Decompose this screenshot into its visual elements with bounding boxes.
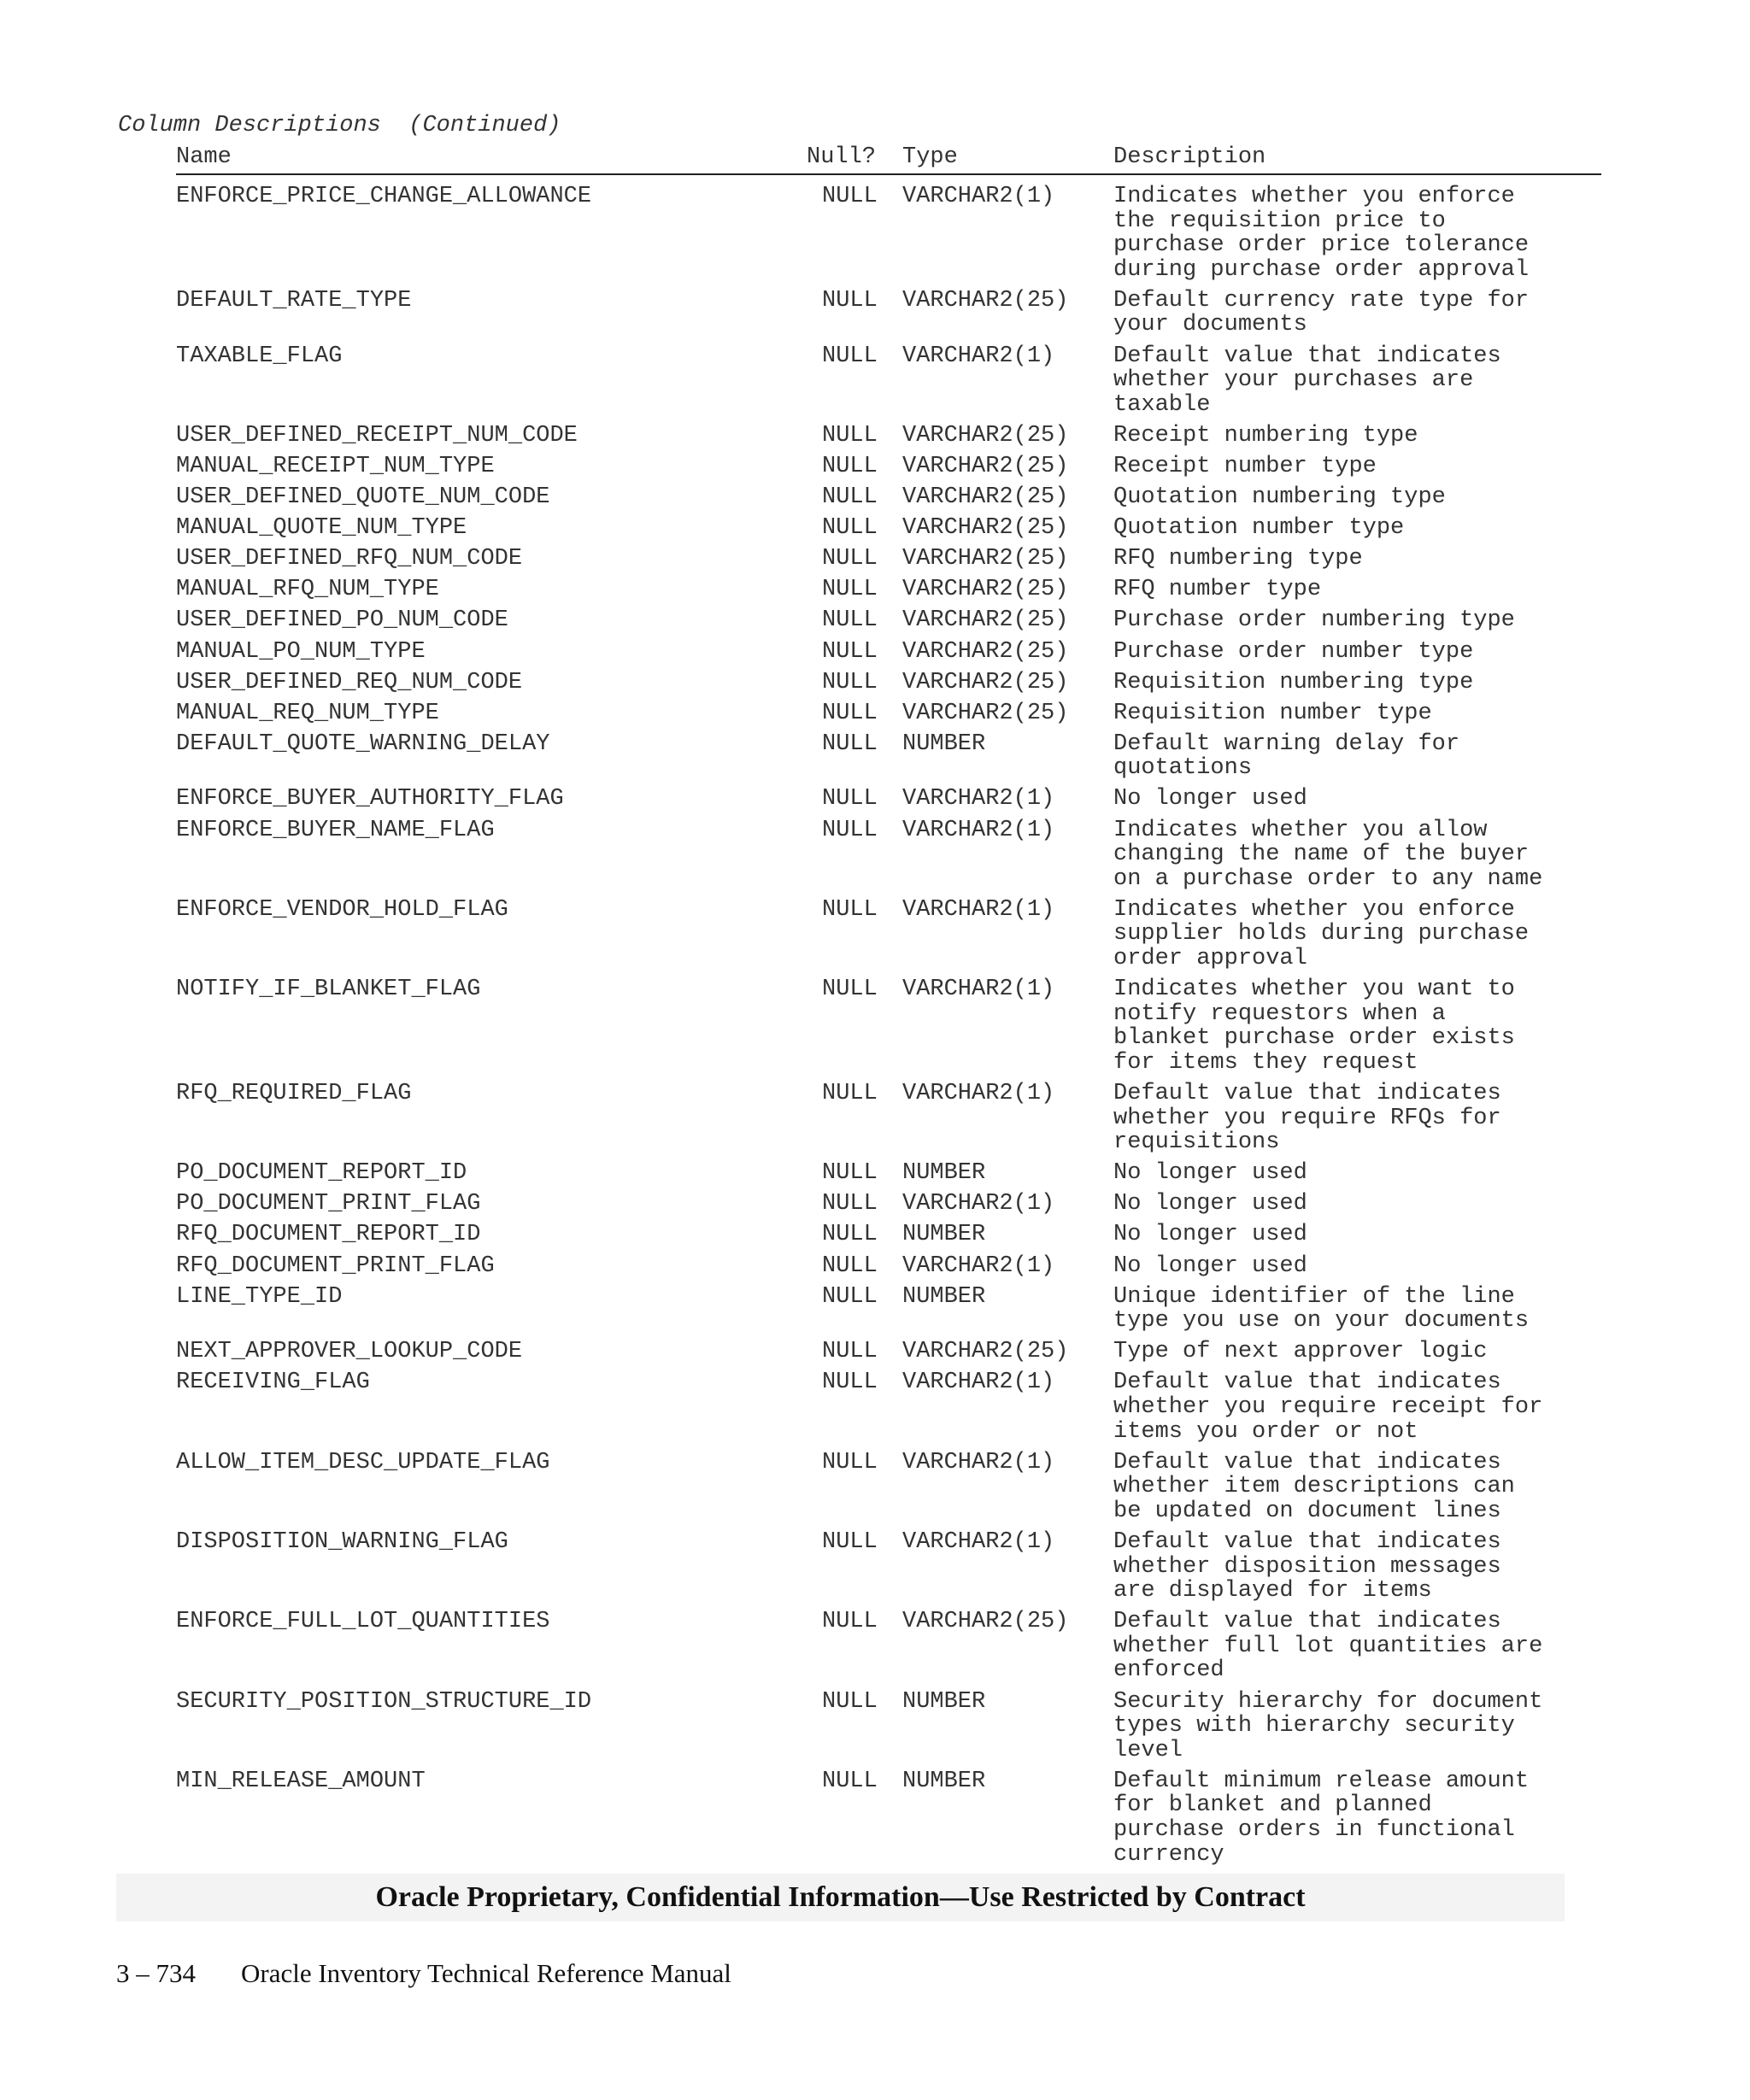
type-cell: VARCHAR2(1) <box>902 1252 1055 1279</box>
description-line: order approval <box>1113 946 1307 972</box>
type-cell: VARCHAR2(25) <box>902 422 1069 449</box>
description-cell <box>1113 485 1601 510</box>
column-header-null: Null? <box>807 144 877 170</box>
table-row <box>176 787 1601 812</box>
description-cell <box>1113 608 1601 633</box>
table-row <box>176 977 1601 1075</box>
column-name-cell: ENFORCE_VENDOR_HOLD_FLAG <box>176 896 508 923</box>
description-cell <box>1113 898 1601 971</box>
description-cell <box>1113 578 1601 602</box>
column-name-cell: RECEIVING_FLAG <box>176 1370 370 1396</box>
description-line: Quotation number type <box>1113 515 1405 542</box>
table-row <box>176 1254 1601 1279</box>
description-line: enforced <box>1113 1657 1224 1684</box>
description-line: supplier holds during purchase <box>1113 921 1530 947</box>
null-cell: NULL <box>822 1191 878 1217</box>
description-cell <box>1113 185 1601 282</box>
null-cell: NULL <box>822 453 878 479</box>
description-line: type you use on your documents <box>1113 1308 1530 1334</box>
type-cell: VARCHAR2(1) <box>902 1529 1055 1555</box>
null-cell: NULL <box>822 1160 878 1187</box>
description-line: Default value that indicates <box>1113 1370 1501 1396</box>
description-line: Indicates whether you want to <box>1113 977 1515 1003</box>
description-line: during purchase order approval <box>1113 256 1530 283</box>
column-name-cell: MANUAL_RECEIPT_NUM_TYPE <box>176 453 495 479</box>
column-header-name: Name <box>176 144 232 170</box>
table-row <box>176 1161 1601 1186</box>
column-name-cell: MANUAL_QUOTE_NUM_TYPE <box>176 515 467 542</box>
table-row <box>176 1530 1601 1604</box>
description-cell <box>1113 289 1601 337</box>
table-body <box>176 185 1601 1874</box>
column-name-cell: RFQ_REQUIRED_FLAG <box>176 1081 412 1106</box>
type-cell: VARCHAR2(25) <box>902 669 1069 695</box>
description-cell <box>1113 1769 1601 1867</box>
null-cell: NULL <box>822 817 878 843</box>
description-cell <box>1113 1690 1601 1763</box>
null-cell: NULL <box>822 607 878 634</box>
null-cell: NULL <box>822 1252 878 1279</box>
null-cell: NULL <box>822 287 878 314</box>
description-line: Security hierarchy for document <box>1113 1688 1543 1715</box>
description-line: Unique identifier of the line <box>1113 1283 1515 1310</box>
description-line: No longer used <box>1113 1191 1307 1217</box>
table-row <box>176 185 1601 282</box>
description-cell <box>1113 1082 1601 1155</box>
type-cell: VARCHAR2(1) <box>902 786 1055 812</box>
column-name-cell: NOTIFY_IF_BLANKET_FLAG <box>176 977 481 1003</box>
table-row <box>176 732 1601 781</box>
description-cell <box>1113 1451 1601 1524</box>
column-name-cell: SECURITY_POSITION_STRUCTURE_ID <box>176 1688 592 1715</box>
description-cell <box>1113 1161 1601 1186</box>
description-line: whether you require receipt for <box>1113 1394 1543 1421</box>
column-name-cell: ALLOW_ITEM_DESC_UPDATE_FLAG <box>176 1449 550 1475</box>
column-name-cell: USER_DEFINED_REQ_NUM_CODE <box>176 669 523 695</box>
description-line: RFQ numbering type <box>1113 546 1363 572</box>
description-line: Indicates whether you enforce <box>1113 896 1515 923</box>
type-cell: VARCHAR2(25) <box>902 577 1069 603</box>
null-cell: NULL <box>822 669 878 695</box>
type-cell: VARCHAR2(25) <box>902 515 1069 542</box>
description-line: No longer used <box>1113 786 1307 812</box>
description-line: Indicates whether you enforce <box>1113 184 1515 209</box>
null-cell: NULL <box>822 1283 878 1310</box>
description-line: for blanket and planned <box>1113 1792 1432 1819</box>
table-row <box>176 640 1601 665</box>
table-row <box>176 1192 1601 1217</box>
null-cell: NULL <box>822 700 878 726</box>
description-line: items you order or not <box>1113 1418 1418 1445</box>
table-row <box>176 898 1601 971</box>
description-line: Requisition number type <box>1113 700 1432 726</box>
type-cell: NUMBER <box>902 730 986 757</box>
description-cell <box>1113 732 1601 781</box>
description-cell <box>1113 424 1601 449</box>
table-row <box>176 1769 1601 1867</box>
description-line: Receipt numbering type <box>1113 422 1418 449</box>
description-line: purchase order price tolerance <box>1113 232 1530 259</box>
column-name-cell: DISPOSITION_WARNING_FLAG <box>176 1529 508 1555</box>
column-name-cell: MANUAL_PO_NUM_TYPE <box>176 638 426 665</box>
table-row <box>176 455 1601 479</box>
description-line: currency <box>1113 1841 1224 1868</box>
type-cell: VARCHAR2(1) <box>902 896 1055 923</box>
description-line: No longer used <box>1113 1222 1307 1248</box>
table-row <box>176 818 1601 892</box>
description-line: Requisition numbering type <box>1113 669 1474 695</box>
description-line: Default value that indicates <box>1113 343 1501 369</box>
manual-title: Oracle Inventory Technical Reference Manual <box>241 1958 731 1988</box>
column-name-cell: NEXT_APPROVER_LOOKUP_CODE <box>176 1339 523 1365</box>
description-line: Quotation numbering type <box>1113 484 1446 511</box>
description-cell <box>1113 1192 1601 1217</box>
null-cell: NULL <box>822 1688 878 1715</box>
table-row <box>176 701 1601 726</box>
description-cell <box>1113 1370 1601 1444</box>
column-name-cell: DEFAULT_QUOTE_WARNING_DELAY <box>176 730 550 757</box>
column-name-cell: USER_DEFINED_RFQ_NUM_CODE <box>176 546 523 572</box>
column-name-cell: PO_DOCUMENT_REPORT_ID <box>176 1160 467 1187</box>
null-cell: NULL <box>822 1768 878 1794</box>
type-cell: VARCHAR2(1) <box>902 1370 1055 1396</box>
description-line: Purchase order numbering type <box>1113 607 1515 634</box>
description-line: Purchase order number type <box>1113 638 1474 665</box>
description-line: Receipt number type <box>1113 453 1377 479</box>
null-cell: NULL <box>822 184 878 209</box>
table-row <box>176 289 1601 337</box>
type-cell: VARCHAR2(25) <box>902 1609 1069 1635</box>
column-name-cell: USER_DEFINED_PO_NUM_CODE <box>176 607 508 634</box>
table-row <box>176 344 1601 418</box>
description-line: whether full lot quantities are <box>1113 1633 1543 1659</box>
description-cell <box>1113 344 1601 418</box>
type-cell: VARCHAR2(1) <box>902 1081 1055 1106</box>
description-line: purchase orders in functional <box>1113 1817 1515 1844</box>
description-line: be updated on document lines <box>1113 1498 1501 1524</box>
description-cell <box>1113 547 1601 572</box>
description-cell <box>1113 640 1601 665</box>
confidential-notice: Oracle Proprietary, Confidential Information––Use Restricted by Contract <box>116 1874 1565 1921</box>
table-row <box>176 1690 1601 1763</box>
table-row <box>176 516 1601 541</box>
description-line: for items they request <box>1113 1049 1418 1076</box>
null-cell: NULL <box>822 896 878 923</box>
table-row <box>176 578 1601 602</box>
column-name-cell: PO_DOCUMENT_PRINT_FLAG <box>176 1191 481 1217</box>
null-cell: NULL <box>822 1370 878 1396</box>
type-cell: NUMBER <box>902 1283 986 1310</box>
type-cell: VARCHAR2(25) <box>902 484 1069 511</box>
description-line: blanket purchase order exists <box>1113 1025 1515 1052</box>
description-cell <box>1113 787 1601 812</box>
description-cell <box>1113 818 1601 892</box>
null-cell: NULL <box>822 1339 878 1365</box>
type-cell: NUMBER <box>902 1688 986 1715</box>
type-cell: VARCHAR2(1) <box>902 1191 1055 1217</box>
null-cell: NULL <box>822 1609 878 1635</box>
table-row <box>176 671 1601 695</box>
description-line: taxable <box>1113 391 1211 418</box>
description-line: Default value that indicates <box>1113 1609 1501 1635</box>
table-row <box>176 1082 1601 1155</box>
null-cell: NULL <box>822 422 878 449</box>
column-name-cell: RFQ_DOCUMENT_PRINT_FLAG <box>176 1252 495 1279</box>
table-row <box>176 608 1601 633</box>
table-row <box>176 1285 1601 1334</box>
description-line: whether you require RFQs for <box>1113 1105 1501 1131</box>
column-name-cell: ENFORCE_BUYER_NAME_FLAG <box>176 817 495 843</box>
column-name-cell: DEFAULT_RATE_TYPE <box>176 287 412 314</box>
description-cell <box>1113 671 1601 695</box>
description-line: are displayed for items <box>1113 1578 1432 1604</box>
table-row <box>176 1451 1601 1524</box>
null-cell: NULL <box>822 343 878 369</box>
null-cell: NULL <box>822 1081 878 1106</box>
description-cell <box>1113 1285 1601 1334</box>
column-name-cell: LINE_TYPE_ID <box>176 1283 343 1310</box>
description-line: whether disposition messages <box>1113 1553 1501 1580</box>
description-line: No longer used <box>1113 1160 1307 1187</box>
section-caption: Column Descriptions (Continued) <box>118 113 561 138</box>
description-line: No longer used <box>1113 1252 1307 1279</box>
description-cell <box>1113 1223 1601 1247</box>
description-line: Type of next approver logic <box>1113 1339 1488 1365</box>
description-cell <box>1113 455 1601 479</box>
description-line: Default currency rate type for <box>1113 287 1530 314</box>
description-cell <box>1113 1254 1601 1279</box>
type-cell: VARCHAR2(1) <box>902 977 1055 1003</box>
column-name-cell: ENFORCE_PRICE_CHANGE_ALLOWANCE <box>176 184 592 209</box>
type-cell: VARCHAR2(25) <box>902 453 1069 479</box>
type-cell: VARCHAR2(25) <box>902 700 1069 726</box>
null-cell: NULL <box>822 786 878 812</box>
type-cell: VARCHAR2(1) <box>902 817 1055 843</box>
table-row <box>176 1223 1601 1247</box>
null-cell: NULL <box>822 577 878 603</box>
type-cell: VARCHAR2(1) <box>902 184 1055 209</box>
description-line: changing the name of the buyer <box>1113 842 1530 868</box>
null-cell: NULL <box>822 730 878 757</box>
description-cell <box>1113 977 1601 1075</box>
column-header-type: Type <box>902 144 958 170</box>
description-line: whether your purchases are <box>1113 367 1474 394</box>
type-cell: VARCHAR2(1) <box>902 1449 1055 1475</box>
type-cell: NUMBER <box>902 1222 986 1248</box>
description-cell <box>1113 1340 1601 1364</box>
type-cell: VARCHAR2(25) <box>902 287 1069 314</box>
type-cell: VARCHAR2(25) <box>902 607 1069 634</box>
type-cell: VARCHAR2(25) <box>902 546 1069 572</box>
column-name-cell: MANUAL_REQ_NUM_TYPE <box>176 700 439 726</box>
description-cell <box>1113 1530 1601 1604</box>
null-cell: NULL <box>822 1529 878 1555</box>
description-line: level <box>1113 1737 1183 1763</box>
description-cell <box>1113 701 1601 726</box>
type-cell: VARCHAR2(25) <box>902 1339 1069 1365</box>
description-line: requisitions <box>1113 1129 1280 1156</box>
description-line: Default value that indicates <box>1113 1529 1501 1555</box>
description-line: notify requestors when a <box>1113 1000 1446 1027</box>
column-name-cell: USER_DEFINED_RECEIPT_NUM_CODE <box>176 422 578 449</box>
column-name-cell: USER_DEFINED_QUOTE_NUM_CODE <box>176 484 550 511</box>
column-name-cell: MANUAL_RFQ_NUM_TYPE <box>176 577 439 603</box>
table-row <box>176 1340 1601 1364</box>
description-line: types with hierarchy security <box>1113 1713 1515 1739</box>
description-line: Default value that indicates <box>1113 1081 1501 1106</box>
description-line: RFQ number type <box>1113 577 1322 603</box>
column-name-cell: ENFORCE_FULL_LOT_QUANTITIES <box>176 1609 550 1635</box>
null-cell: NULL <box>822 484 878 511</box>
null-cell: NULL <box>822 546 878 572</box>
table-row <box>176 1370 1601 1444</box>
table-row <box>176 1610 1601 1683</box>
type-cell: NUMBER <box>902 1160 986 1187</box>
column-name-cell: ENFORCE_BUYER_AUTHORITY_FLAG <box>176 786 564 812</box>
description-line: whether item descriptions can <box>1113 1474 1515 1500</box>
null-cell: NULL <box>822 1222 878 1248</box>
table-row <box>176 485 1601 510</box>
description-line: the requisition price to <box>1113 208 1446 234</box>
description-cell <box>1113 516 1601 541</box>
table-row <box>176 424 1601 449</box>
null-cell: NULL <box>822 1449 878 1475</box>
null-cell: NULL <box>822 515 878 542</box>
description-line: your documents <box>1113 312 1307 338</box>
description-line: Indicates whether you allow <box>1113 817 1488 843</box>
description-line: Default warning delay for <box>1113 730 1460 757</box>
type-cell: VARCHAR2(25) <box>902 638 1069 665</box>
description-line: Default minimum release amount <box>1113 1768 1530 1794</box>
description-line: Default value that indicates <box>1113 1449 1501 1475</box>
column-name-cell: TAXABLE_FLAG <box>176 343 343 369</box>
page-number: 3 – 734 <box>116 1958 196 1988</box>
column-name-cell: RFQ_DOCUMENT_REPORT_ID <box>176 1222 481 1248</box>
column-header-description: Description <box>1113 144 1266 170</box>
null-cell: NULL <box>822 638 878 665</box>
column-name-cell: MIN_RELEASE_AMOUNT <box>176 1768 426 1794</box>
table-row <box>176 547 1601 572</box>
null-cell: NULL <box>822 977 878 1003</box>
description-line: quotations <box>1113 755 1253 782</box>
description-line: on a purchase order to any name <box>1113 865 1543 892</box>
table-header <box>176 144 1601 175</box>
type-cell: VARCHAR2(1) <box>902 343 1055 369</box>
type-cell: NUMBER <box>902 1768 986 1794</box>
description-cell <box>1113 1610 1601 1683</box>
